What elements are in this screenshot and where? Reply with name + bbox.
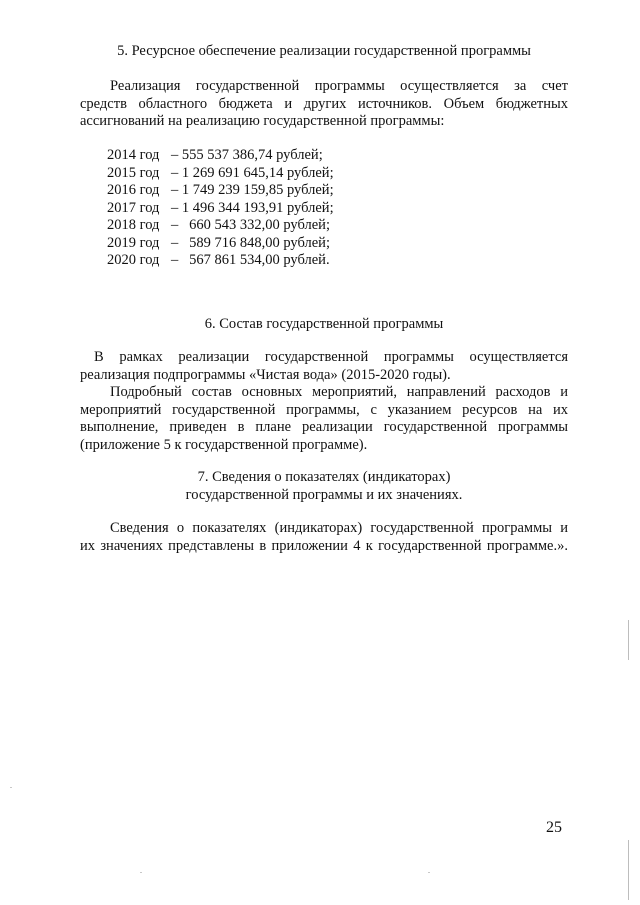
page-number: 25 [546,819,562,836]
section-6-p2-line-4: (приложение 5 к государственной программе). [80,436,368,453]
budget-year: 2016 год [107,182,160,198]
budget-year: 2014 год [107,147,160,163]
section-6-title: 6. Состав государственной программы [204,316,444,332]
budget-row [107,235,334,253]
section-6-p2-line-3: выполнение, приведен в плане реализации государственной программы [80,419,568,435]
budget-year: 2020 год [107,252,160,268]
section-7-paragraph [80,520,568,555]
section-7-title-line-1: 7. Сведения о показателях (индикаторах) [197,469,451,485]
scan-artifact [428,872,430,873]
budget-amount: – 555 537 386,74 рублей; [171,147,323,163]
section-6-p2-line-1: Подробный состав основных мероприятий, направлений расходов и [110,384,568,400]
budget-amount: – 567 861 534,00 рублей. [171,252,330,268]
section-5-title: 5. Ресурсное обеспечение реализации государственной программы [117,43,531,59]
section-5-paragraph [80,78,568,131]
section-7-title [80,469,568,504]
budget-year: 2018 год [107,217,160,233]
section-6-p1-line-1: В рамках реализации государственной программы осуществляется [94,349,568,365]
section-6-paragraph-1 [80,349,568,384]
section-5-line-3: ассигнований на реализацию государственной программы: [80,113,445,129]
budget-row [107,182,334,200]
budget-amount: – 660 543 332,00 рублей; [171,217,330,233]
budget-year: 2017 год [107,199,160,216]
budget-row [107,217,334,235]
scan-artifact [140,872,142,873]
scan-artifact [628,620,629,660]
section-5-line-1: Реализация государственной программы осуществляется за счет [110,78,568,94]
budget-list [107,147,334,270]
scan-artifact [628,840,629,900]
section-6-p2-line-2: мероприятий государственной программы, с указанием ресурсов на их [80,401,568,418]
section-6-paragraph-2 [80,384,568,454]
section-6-p1-line-2: реализация подпрограммы «Чистая вода» (2015-2020 годы). [80,366,451,383]
section-7-title-line-2: государственной программы и их значениях. [185,486,463,503]
budget-amount: – 589 716 848,00 рублей; [171,234,330,251]
budget-row [107,252,334,270]
budget-row [107,200,334,218]
budget-year: 2019 год [107,234,160,251]
section-7-line-1: Сведения о показателях (индикаторах) государственной программы и [110,520,568,536]
section-5-line-2: средств областного бюджета и других источников. Объем бюджетных [80,95,568,112]
budget-row [107,147,334,165]
budget-amount: – 1 749 239 159,85 рублей; [171,182,334,198]
budget-amount: – 1 269 691 645,14 рублей; [171,164,334,181]
budget-year: 2015 год [107,164,160,181]
scan-artifact [10,787,12,788]
budget-amount: – 1 496 344 193,91 рублей; [171,199,334,216]
section-7-line-2: их значениях представлены в приложении 4 к государственной программе.». [80,537,568,554]
budget-row [107,165,334,183]
